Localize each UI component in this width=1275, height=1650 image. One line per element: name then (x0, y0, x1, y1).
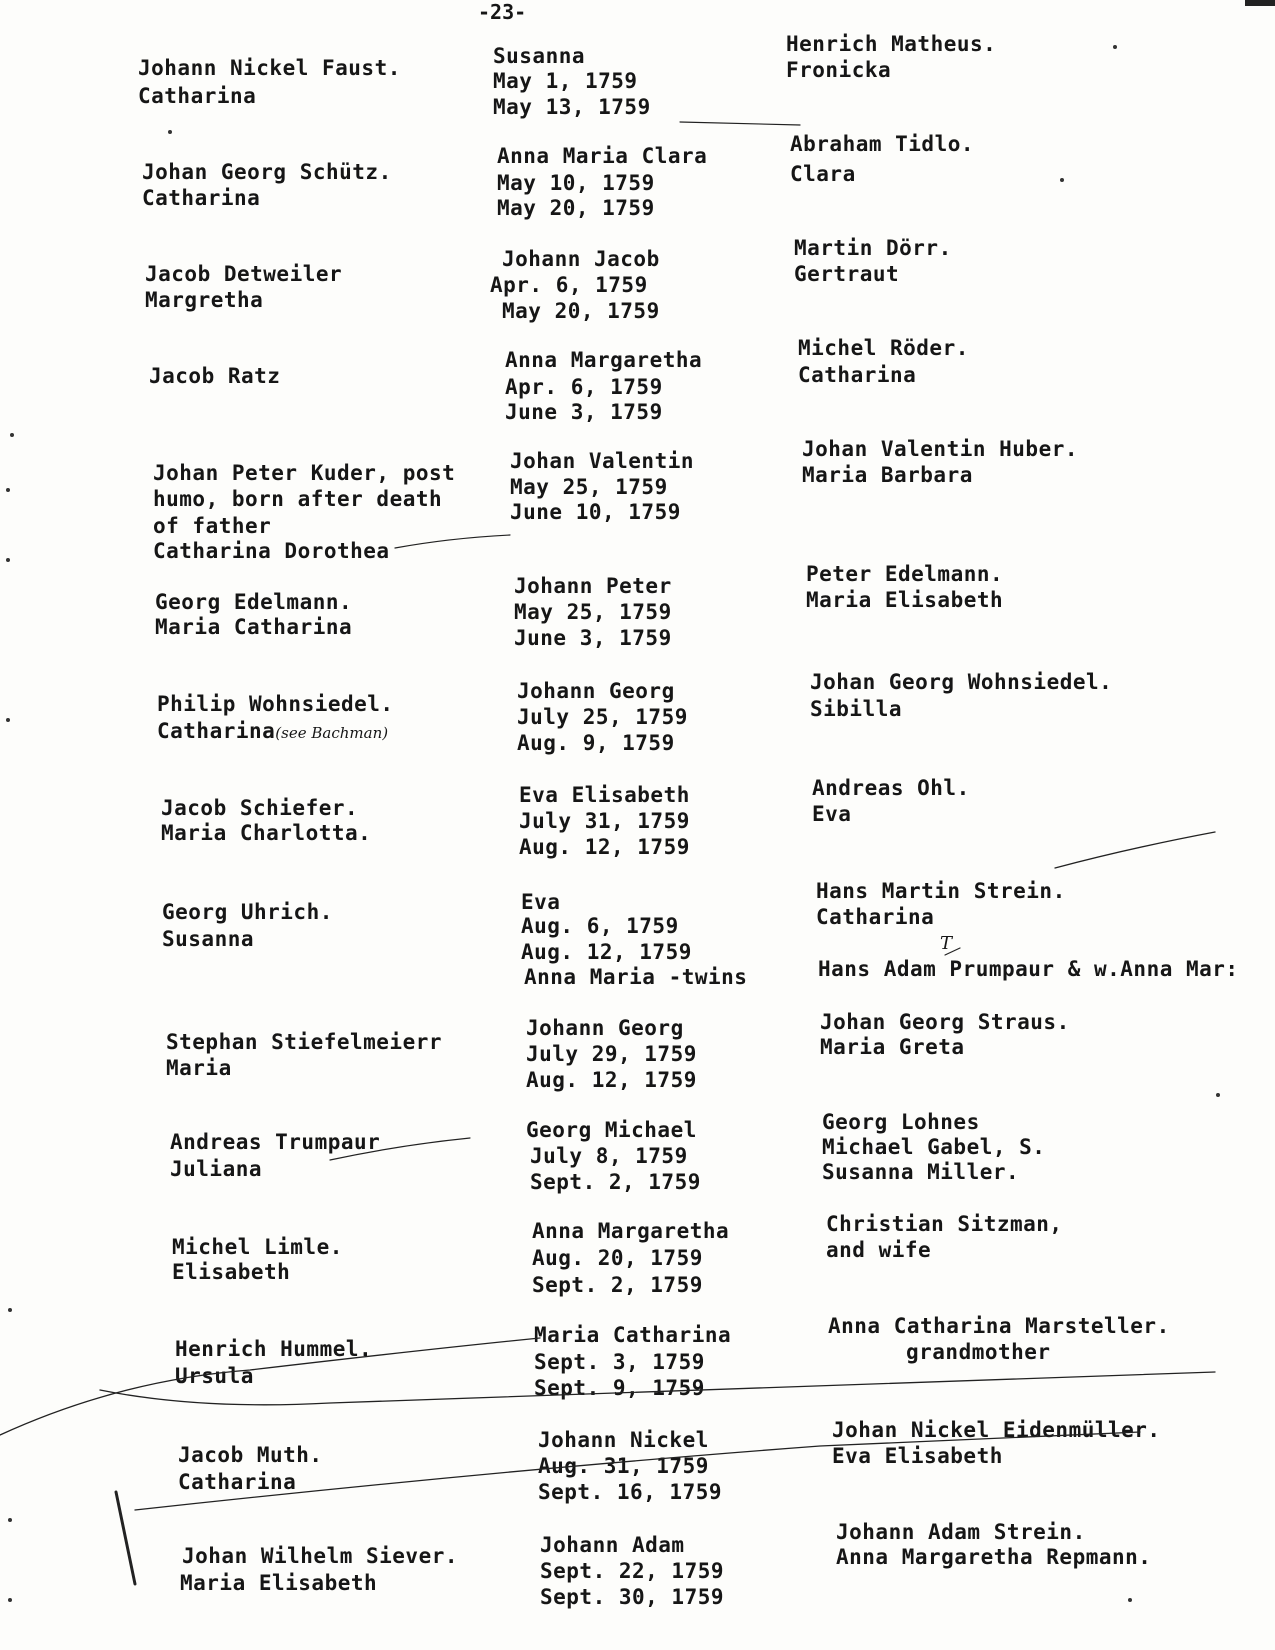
child-line: Sept. 2, 1759 (532, 1273, 703, 1297)
parent-line: humo, born after death (153, 487, 443, 511)
child-line: June 10, 1759 (510, 500, 681, 524)
parent-line: Maria Elisabeth (180, 1571, 378, 1595)
child-line: May 1, 1759 (493, 69, 638, 93)
child-line: Anna Maria Clara (497, 144, 708, 168)
sponsor-line: Michael Gabel, S. (822, 1135, 1046, 1159)
sponsor-line: Henrich Matheus. (786, 32, 997, 56)
sponsor-line: Peter Edelmann. (806, 562, 1004, 586)
margin-stroke (116, 1492, 135, 1584)
child-line: Johann Peter (514, 574, 672, 598)
child-line: Aug. 12, 1759 (519, 835, 690, 859)
parent-line: Ursula (175, 1364, 254, 1388)
handwritten-note: (see Bachman) (275, 724, 389, 742)
parent-line: Johan Georg Schütz. (142, 160, 392, 184)
parent-line: Jacob Ratz (149, 364, 281, 388)
child-line: Johann Jacob (502, 247, 660, 271)
underline-stroke (680, 122, 800, 125)
parent-line: Georg Edelmann. (155, 590, 353, 614)
parent-name: Catharina (157, 719, 276, 743)
child-line: Georg Michael (526, 1118, 697, 1142)
parent-line: Maria Charlotta. (161, 821, 372, 845)
child-line: May 25, 1759 (510, 475, 668, 499)
parent-line: Georg Uhrich. (162, 900, 333, 924)
child-line: Aug. 12, 1759 (526, 1068, 697, 1092)
sponsor-line: Eva Elisabeth (832, 1444, 1003, 1468)
sponsor-line: Gertraut (794, 262, 900, 286)
page-number: -23- (478, 0, 527, 24)
sponsor-line: Johann Adam Strein. (836, 1520, 1086, 1544)
sponsor-line: Eva (812, 802, 852, 826)
child-line: Anna Margaretha (532, 1219, 730, 1243)
sponsor-line: Johan Georg Wohnsiedel. (810, 670, 1113, 694)
child-line: Sept. 9, 1759 (534, 1376, 705, 1400)
parent-line (157, 719, 388, 745)
child-line: Johann Georg (526, 1016, 684, 1040)
parent-line: Henrich Hummel. (175, 1337, 373, 1361)
underline-stroke (1055, 832, 1215, 868)
child-line: Anna Margaretha (505, 348, 703, 372)
child-line: May 10, 1759 (497, 171, 655, 195)
child-line: Sept. 30, 1759 (540, 1585, 725, 1609)
child-line: Maria Catharina (534, 1323, 732, 1347)
sponsor-line: Johan Nickel Eidenmüller. (832, 1418, 1161, 1442)
parent-line: Maria (166, 1056, 232, 1080)
parent-line: Andreas Trumpaur (170, 1130, 381, 1154)
child-line: Sept. 2, 1759 (530, 1170, 701, 1194)
sponsor-line: Fronicka (786, 58, 892, 82)
sponsor-line: Maria Elisabeth (806, 588, 1004, 612)
child-line: Johann Georg (517, 679, 675, 703)
parent-line: Johan Wilhelm Siever. (182, 1544, 459, 1568)
parent-line: Margretha (145, 288, 264, 312)
parent-line: Johan Peter Kuder, post (153, 461, 456, 485)
parent-line: Elisabeth (172, 1260, 291, 1284)
parent-line: Jacob Detweiler (145, 262, 343, 286)
child-line: Susanna (493, 44, 586, 68)
parent-line: Michel Limle. (172, 1235, 343, 1259)
sponsor-line: Martin Dörr. (794, 236, 952, 260)
sponsor-line: Hans Martin Strein. (816, 879, 1066, 903)
child-line: Johann Nickel (538, 1428, 709, 1452)
child-line: Eva Elisabeth (519, 783, 690, 807)
child-line: July 25, 1759 (517, 705, 688, 729)
child-line: Aug. 20, 1759 (532, 1246, 703, 1270)
child-line: Apr. 6, 1759 (505, 375, 663, 399)
parent-line: Johann Nickel Faust. (138, 56, 401, 80)
child-line: Apr. 6, 1759 (490, 273, 648, 297)
parent-line: Jacob Muth. (178, 1443, 323, 1467)
child-line: Aug. 9, 1759 (517, 731, 675, 755)
parent-line: Philip Wohnsiedel. (157, 692, 394, 716)
child-line: June 3, 1759 (505, 400, 663, 424)
parent-line: Catharina (178, 1470, 297, 1494)
child-line: Johan Valentin (510, 449, 695, 473)
sponsor-line: Catharina (816, 905, 935, 929)
child-line: May 20, 1759 (502, 299, 660, 323)
parent-line: Stephan Stiefelmeierr (166, 1030, 443, 1054)
child-line: July 31, 1759 (519, 809, 690, 833)
sponsor-line: Sibilla (810, 697, 903, 721)
child-line: June 3, 1759 (514, 626, 672, 650)
sponsor-line: Georg Lohnes (822, 1110, 980, 1134)
child-line: Aug. 12, 1759 (521, 940, 692, 964)
child-line: May 20, 1759 (497, 196, 655, 220)
child-line: Aug. 31, 1759 (538, 1454, 709, 1478)
child-line: Sept. 22, 1759 (540, 1559, 725, 1583)
child-line: May 13, 1759 (493, 95, 651, 119)
sponsor-line: Abraham Tidlo. (790, 132, 975, 156)
child-line: Sept. 16, 1759 (538, 1480, 723, 1504)
underline-stroke (395, 535, 510, 548)
sponsor-line: Johan Georg Straus. (820, 1010, 1070, 1034)
sponsor-line: Andreas Ohl. (812, 776, 970, 800)
sponsor-line: Maria Barbara (802, 463, 973, 487)
parent-line: Susanna (162, 927, 255, 951)
page-edge (1245, 0, 1275, 6)
parent-line: of father (153, 514, 272, 538)
child-line: Eva (521, 890, 561, 914)
sponsor-line: grandmother (906, 1340, 1051, 1364)
child-line: May 25, 1759 (514, 600, 672, 624)
sponsor-line: Johan Valentin Huber. (802, 437, 1079, 461)
parent-line: Jacob Schiefer. (161, 796, 359, 820)
parent-line: Catharina (142, 186, 261, 210)
sponsor-line: Catharina (798, 363, 917, 387)
sponsor-line: Hans Adam Prumpaur & w.Anna Mar: (818, 957, 1239, 981)
parent-line: Maria Catharina (155, 615, 353, 639)
sponsor-line: Clara (790, 162, 856, 186)
handwritten-correction: T (940, 933, 953, 954)
child-line: July 29, 1759 (526, 1042, 697, 1066)
sponsor-line: Michel Röder. (798, 336, 969, 360)
child-line: Aug. 6, 1759 (521, 914, 679, 938)
sponsor-line: Anna Margaretha Repmann. (836, 1545, 1152, 1569)
sponsor-line: Anna Catharina Marsteller. (828, 1314, 1170, 1338)
child-line: Anna Maria -twins (524, 965, 748, 989)
child-line: July 8, 1759 (530, 1144, 688, 1168)
sponsor-line: Christian Sitzman, (826, 1212, 1063, 1236)
sponsor-line: Maria Greta (820, 1035, 965, 1059)
parent-line: Catharina Dorothea (153, 539, 390, 563)
sponsor-line: Susanna Miller. (822, 1160, 1020, 1184)
child-line: Sept. 3, 1759 (534, 1350, 705, 1374)
child-line: Johann Adam (540, 1533, 685, 1557)
sponsor-line: and wife (826, 1238, 932, 1262)
parent-line: Catharina (138, 84, 257, 108)
parent-line: Juliana (170, 1157, 263, 1181)
